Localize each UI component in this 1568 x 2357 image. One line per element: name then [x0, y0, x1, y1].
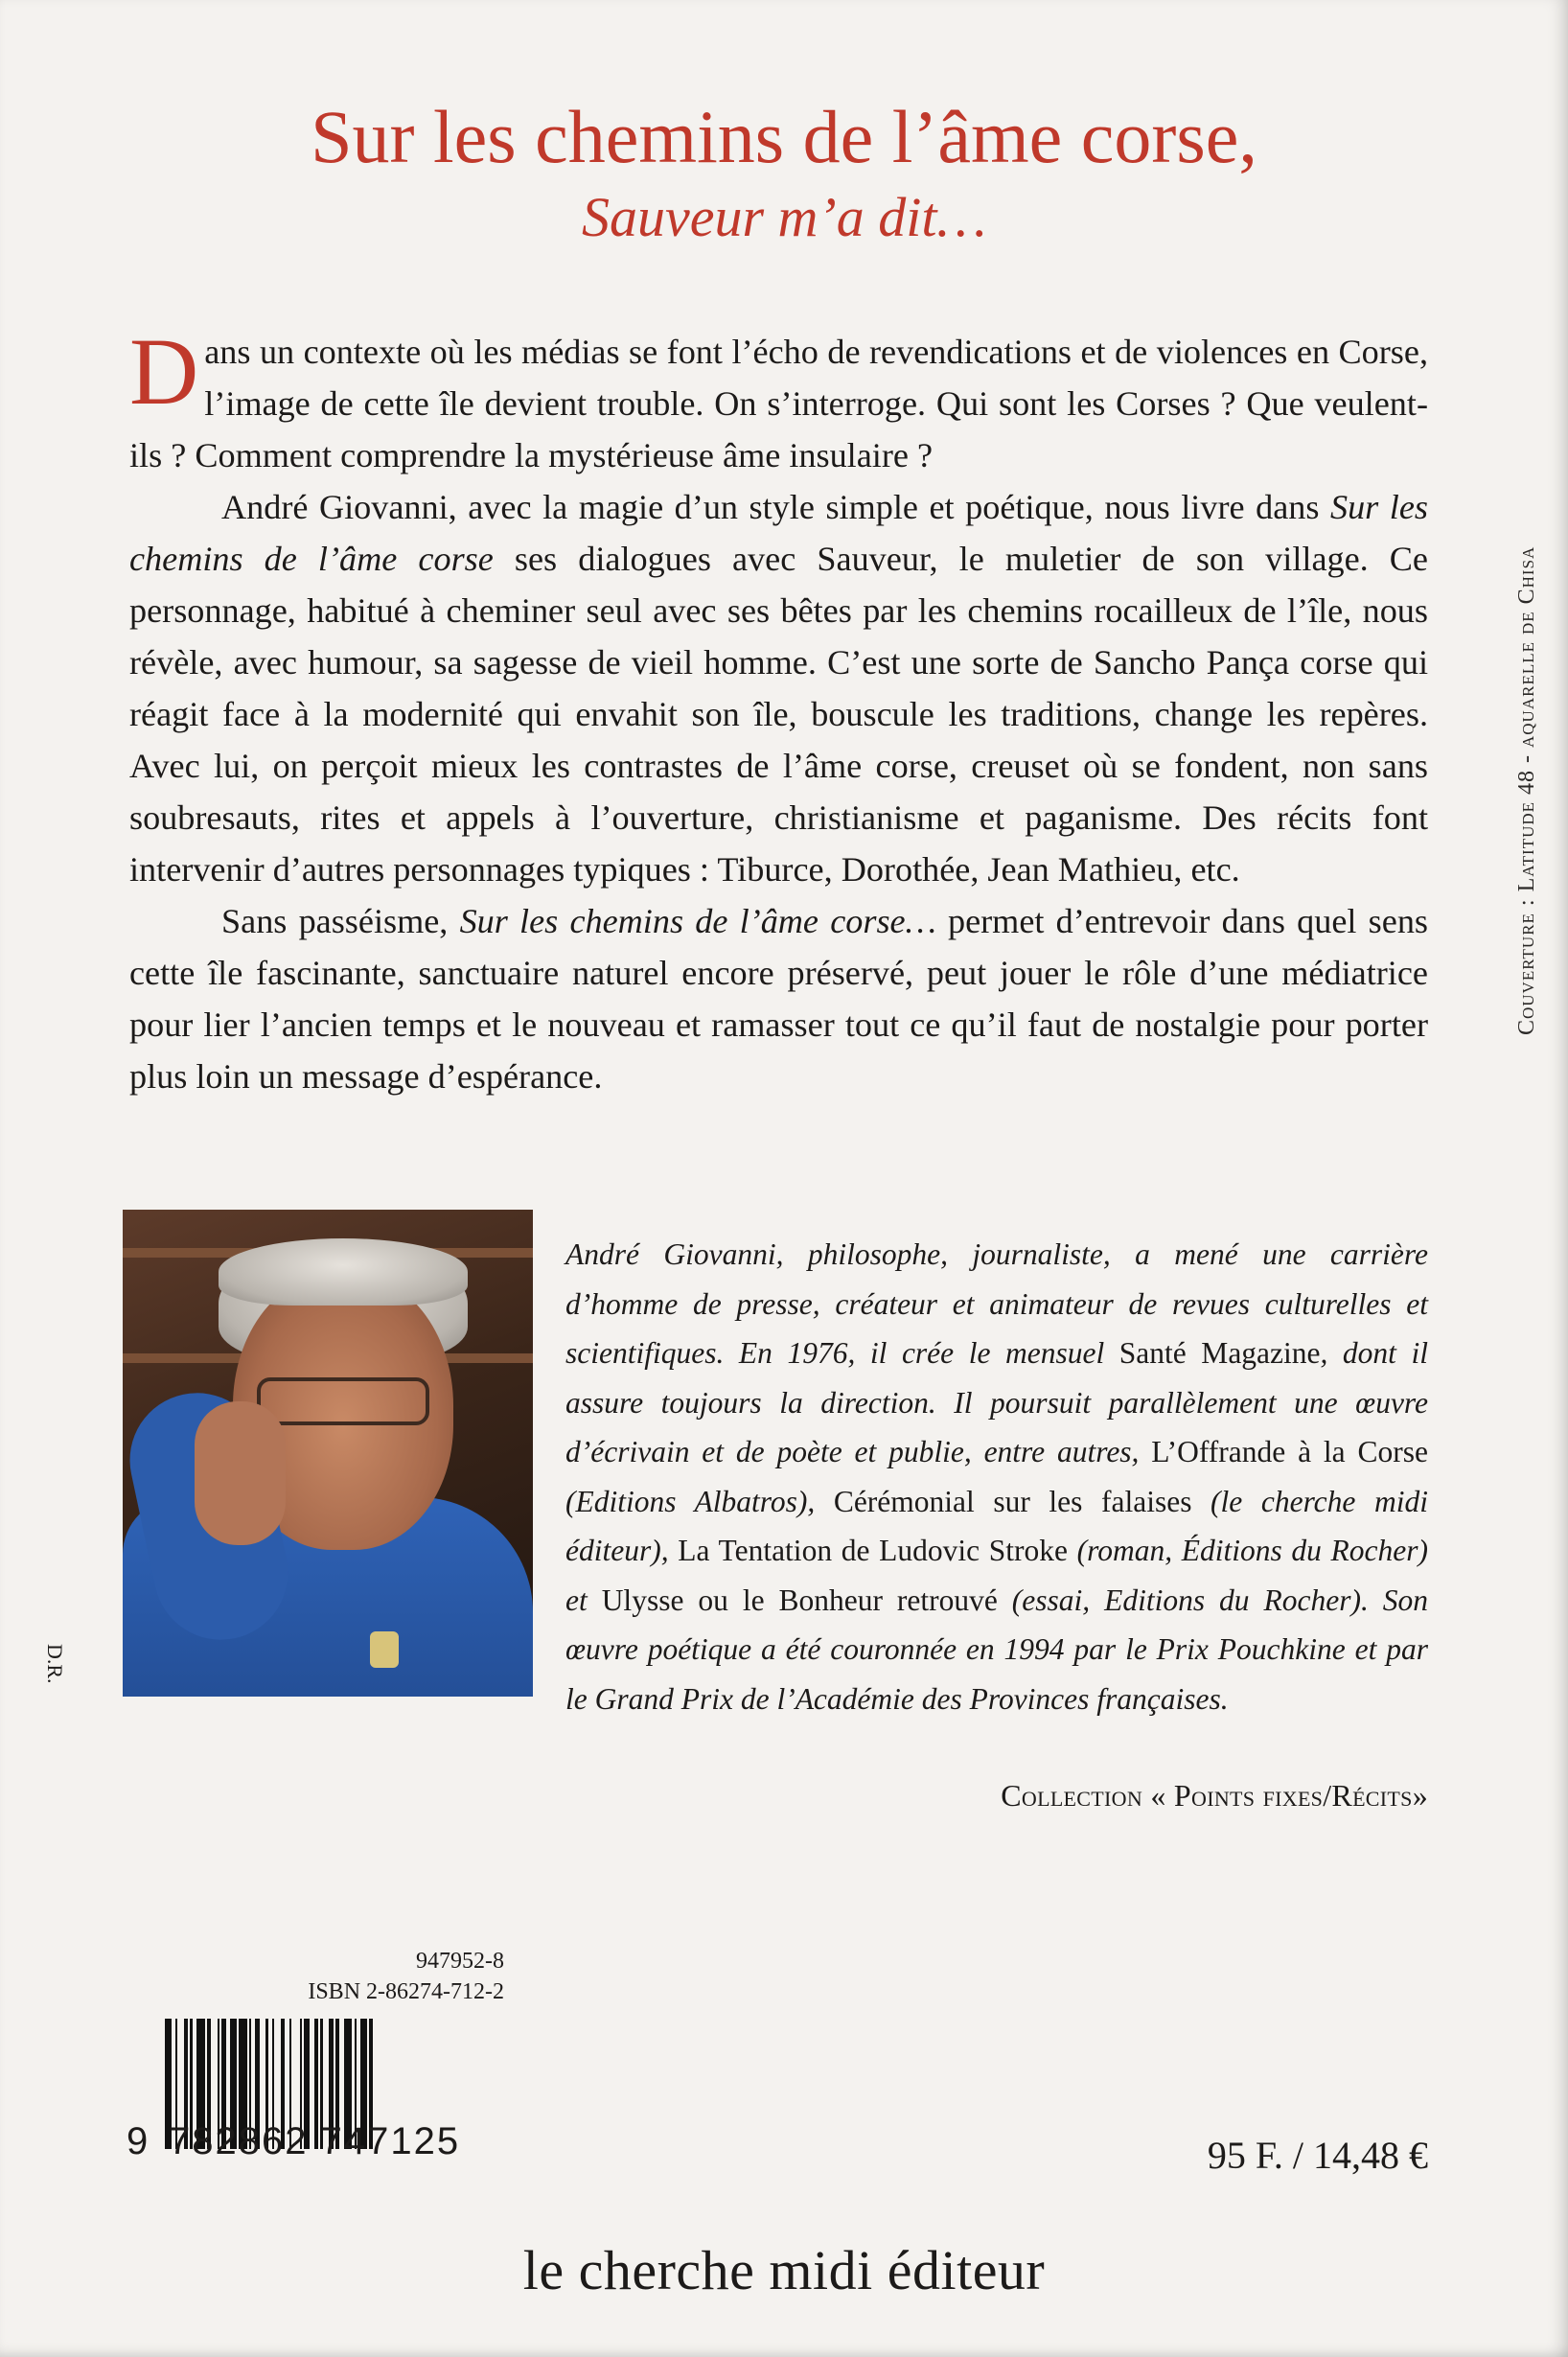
- blurb-p3-a: Sans passéisme,: [221, 902, 460, 940]
- bio-work-title: La Tentation de Ludovic Stroke: [678, 1534, 1068, 1567]
- barcode-digits: [127, 2120, 510, 2163]
- blurb-p3-title: Sur les chemins de l’âme corse…: [459, 902, 936, 940]
- blurb-p3-b: permet d’entrevoir dans quel sens cette île fascinante, sanctuaire naturel encore préservé, peut jouer le rôle d’une médiatrice pour lier l’ancien temps et le nouveau et ramasser tout ce qu’il faut de nostalgie pour porter plus loin un message d’espérance.: [129, 902, 1428, 1096]
- hair-top: [219, 1238, 468, 1306]
- barcode-lead-digit: 9: [127, 2120, 150, 2162]
- bio-segment: (le cherche midi éditeur),: [565, 1484, 1428, 1567]
- blurb-p2-b: ses dialogues avec Sauveur, le muletier de son village. Ce personnage, habitué à cheminer seul avec ses bêtes par les chemins rocailleux de l’île, nous révèle, avec humour, sa sagesse de vieil homme. C’est une sorte de Sancho Pança corse qui réagit face à la modernité qui envahit son île, bouscule les traditions, change les repères. Avec lui, on perçoit mieux les contrastes de l’âme corse, creuset où se fondent, non sans soubresauts, rites et appels à l’ouverture, christianisme et paganisme. Des récits font intervenir d’autres personnages typiques : Tiburce, Dorothée, Jean Mathieu, etc.: [129, 540, 1428, 889]
- title-block: [0, 96, 1568, 250]
- book-subtitle: Sauveur m’a dit…: [581, 185, 987, 248]
- collection-name: [819, 1778, 1428, 1814]
- glasses: [257, 1377, 429, 1425]
- author-photo: [123, 1210, 533, 1697]
- reference-number: 947952-8: [416, 1949, 504, 1974]
- bio-segment: (essai, Editions du Rocher). Son œuvre poétique a été couronnée en 1994 par le Prix Pouchkine et par le Grand Prix de l’Académie des Provinces françaises.: [565, 1583, 1429, 1716]
- photo-credit: D.R.: [43, 1644, 67, 1684]
- publisher-name: le cherche midi éditeur: [522, 2239, 1046, 2301]
- drop-cap: D: [129, 318, 199, 425]
- blurb-p2-a: André Giovanni, avec la magie d’un style simple et poétique, nous livre dans: [221, 488, 1330, 526]
- bio-work-title: Santé Magazine: [1118, 1336, 1321, 1370]
- watch: [370, 1631, 399, 1668]
- blurb-p1-text: ans un contexte où les médias se font l’écho de revendications et de violences en Corse, l’image de cette île devient trouble. On s’interroge. Qui sont les Corses ? Que veulent-ils ? Comment comprendre la mystérieuse âme insulaire ?: [129, 333, 1428, 474]
- hand: [195, 1401, 286, 1545]
- collection-quote: «: [1142, 1778, 1174, 1813]
- bio-work-title: L’Offrande à la Corse: [1151, 1435, 1429, 1468]
- collection-quote: »: [1412, 1778, 1428, 1813]
- product-codes: [163, 1946, 504, 2007]
- blurb-p2-title: Sur les chemins de l’âme corse: [129, 488, 1428, 578]
- collection-label: Collection: [1001, 1778, 1143, 1813]
- collection-slash: /: [1323, 1778, 1332, 1813]
- blurb-paragraph-1: [129, 318, 1428, 481]
- bio-work-title: Ulysse ou le Bonheur retrouvé: [601, 1583, 998, 1617]
- bio-work-title: Cérémonial sur les falaises: [833, 1484, 1192, 1518]
- bio-segment: André Giovanni, philosophe, journaliste, a mené une carrière d’homme de presse, créateur et animateur de revues culturelles et scientifiques. En 1976, il crée le mensuel: [565, 1237, 1428, 1370]
- barcode-number: 782862 747125: [169, 2120, 461, 2162]
- bio-segment: , dont il assure toujours la direction. Il poursuit parallèlement une œuvre d’écrivain et de poète et publie, entre autres,: [565, 1336, 1428, 1468]
- bio-segment: (Editions Albatros),: [565, 1484, 834, 1518]
- author-bio: [565, 1230, 1428, 1723]
- isbn: ISBN 2-86274-712-2: [308, 1979, 504, 2004]
- collection-series-a: Points fixes: [1173, 1778, 1324, 1813]
- cover-illustration-credit: Couverture : Latitude 48 - aquarelle de Chisa: [1514, 545, 1539, 1035]
- blurb-paragraph-3: [129, 895, 1428, 1102]
- collection-series-b: Récits: [1331, 1778, 1413, 1813]
- blurb: [129, 318, 1428, 1102]
- author-bio-text: [565, 1230, 1428, 1723]
- bio-segment: (roman, Éditions du Rocher) et: [565, 1534, 1428, 1617]
- price: 95 F. / 14,48 €: [1207, 2134, 1428, 2177]
- book-title: Sur les chemins de l’âme corse,: [311, 95, 1257, 178]
- blurb-paragraph-2: [129, 481, 1428, 895]
